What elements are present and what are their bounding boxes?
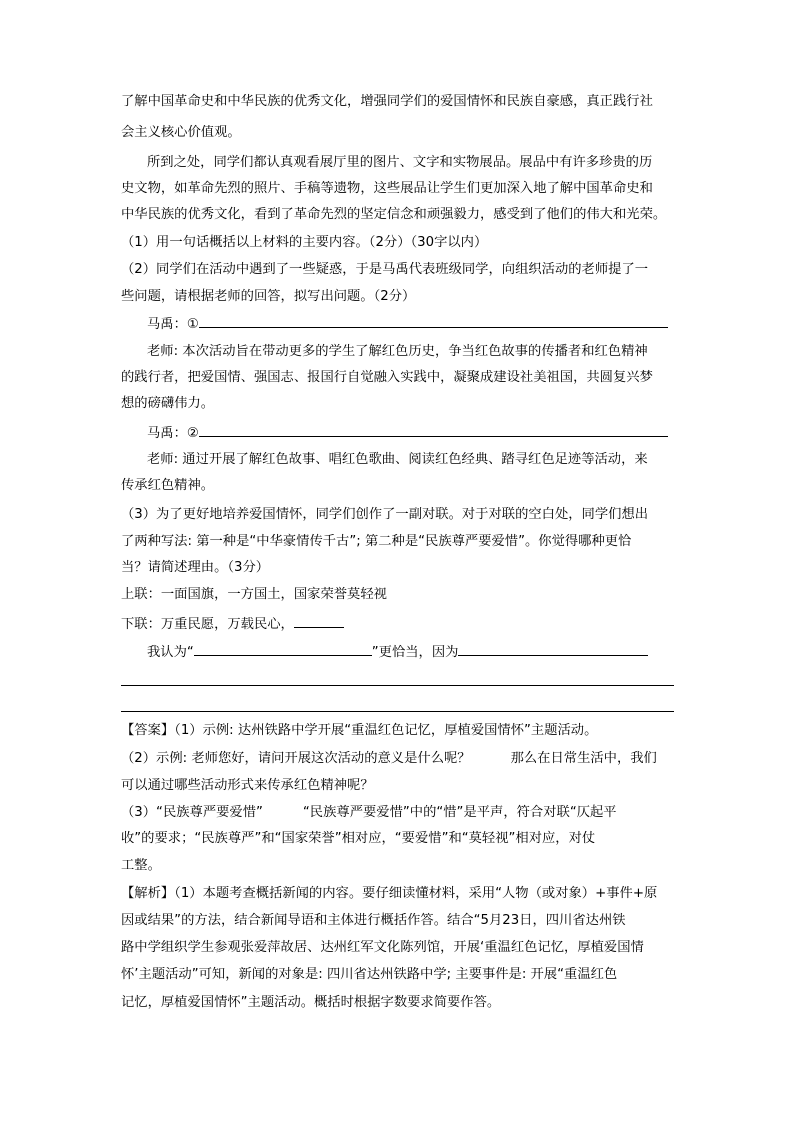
speaker-label: 马禹：② [147,426,199,441]
text-line: 的践行者，把爱国情、强国志、报国行自觉融入实践中，凝聚成建设社美祖国，共圆复兴梦 [121,370,653,385]
answer-line: 工整。 [121,858,161,873]
answer-blank-1[interactable] [199,314,668,328]
opinion-middle: ”更恰当，因为 [371,645,459,660]
answer-blank-2[interactable] [199,423,668,437]
answer-line: 可以通过哪些活动形式来传承红色精神呢？ [121,778,374,793]
speaker-label: 马禹：① [147,317,199,332]
answer-line [121,750,657,768]
text-line: 想的磅礴伟力。 [121,396,215,411]
dialogue-teacher-2: 老师: 通过开展了解红色故事、唱红色歌曲、阅读红色经典、踏寻红色足迹等活动，来 [147,452,648,467]
analysis-line: 路中学组织学生参观张爱萍故居、达州红军文化陈列馆，开展‘重温红色记忆，厚植爱国情 [121,940,644,955]
answer-rule-1[interactable] [121,685,674,686]
text-line: 会主义核心价值观。 [121,125,241,140]
question-1: （1）用一句话概括以上材料的主要内容。（2分）（30字以内） [121,235,488,250]
text-line: 传承红色精神。 [121,478,215,493]
answer-text: （3）“民族尊严要爱惜” [121,805,263,820]
text-line: 了两种写法: 第一种是“中华豪情传千古”; 第二种是“民族尊严要爱惜”。你觉得哪种更恰 [121,534,632,549]
answer-rule-2[interactable] [121,711,674,712]
dialogue-maryu-2 [147,423,668,443]
answer-line: 收”的要求；“民族尊严”和“国家荣誉”相对应，“要爱惜”和“莫轻视”相对应，对仗 [121,831,596,846]
text-line: 些问题，请根据老师的回答，拟写出问题。（2分） [121,289,416,304]
analysis-line: 记忆，厚植爱国情怀”主题活动。概括时根据字数要求简要作答。 [121,995,501,1010]
couplet-blank[interactable] [294,614,344,628]
question-2: （2）同学们在活动中遇到了一些疑惑，于是马禹代表班级同学，向组织活动的老师提了一 [121,262,649,277]
text-line: 当？请简述理由。（3分） [121,560,270,575]
answer-text: 那么在日常生活中，我们 [510,751,657,766]
question-3: （3）为了更好地培养爱国情怀，同学们创作了一副对联。对于对联的空白处，同学们想出 [121,507,649,522]
analysis-line: 【解析】（1）本题考查概括新闻的内容。要仔细读懂材料，采用“人物（或对象）+事件+原 [121,886,658,901]
dialogue-maryu-1 [147,314,668,334]
analysis-line: 怀’主题活动”可知，新闻的对象是: 四川省达州铁路中学; 主要事件是: 开展“重温红色 [121,967,618,982]
text-line: 了解中国革命史和中华民族的优秀文化，增强同学们的爱国情怀和民族自豪感，真正践行社 [121,94,653,109]
couplet-upper: 上联：一面国旗，一方国土，国家荣誉莫轻视 [121,587,387,602]
answer-text: “民族尊严要爱惜”中的“惜”是平声，符合对联“仄起平 [302,805,617,820]
text-line: 史文物，如革命先烈的照片、手稿等遗物，这些展品让学生们更加深入地了解中国革命史和 [121,181,653,196]
text-line: 所到之处，同学们都认真观看展厅里的图片、文字和实物展品。展品中有许多珍贵的历 [147,155,653,170]
answer-text: （2）示例: 老师您好，请问开展这次活动的意义是什么呢？ [121,751,471,766]
opinion-line [147,642,648,662]
answer-line [121,804,617,822]
opinion-prefix: 我认为“ [147,645,194,660]
couplet-lower [121,614,344,634]
analysis-line: 因或结果”的方法，结合新闻导语和主体进行概括作答。结合“5月23日，四川省达州铁 [121,913,626,928]
opinion-reason-blank[interactable] [458,642,648,656]
answer-line: 【答案】（1）示例: 达州铁路中学开展“重温红色记忆，厚植爱国情怀”主题活动。 [121,723,598,738]
text-line: 中华民族的优秀文化，看到了革命先烈的坚定信念和顽强毅力，感受到了他们的伟大和光荣。 [121,207,667,222]
couplet-lower-text: 下联：万重民愿，万载民心， [121,617,294,632]
dialogue-teacher-1: 老师: 本次活动旨在带动更多的学生了解红色历史，争当红色故事的传播者和红色精神 [147,344,648,359]
opinion-choice-blank[interactable] [194,642,372,656]
